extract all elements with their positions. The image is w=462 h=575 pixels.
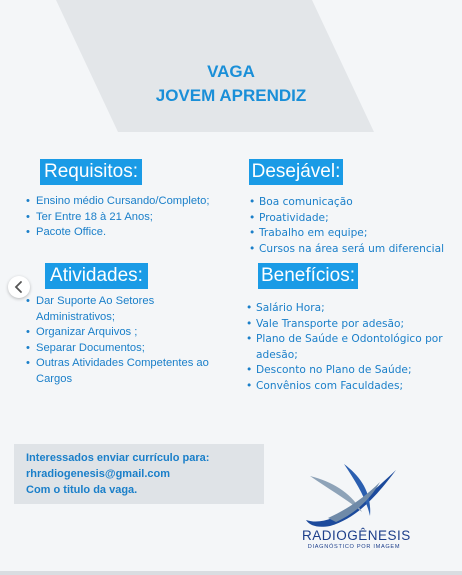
list-item: • Cursos na área será um diferencial	[259, 242, 462, 258]
contact-line-1: Interessados enviar currículo para:	[26, 452, 210, 464]
desejavel-list	[247, 195, 462, 257]
title-line-vaga: VAGA	[207, 62, 255, 81]
list-item: • Trabalho em equipe;	[259, 226, 462, 242]
requisitos-list	[24, 194, 236, 241]
list-item: • Ter Entre 18 à 21 Anos;	[36, 210, 236, 226]
list-item: • Desconto no Plano de Saúde;	[256, 363, 462, 379]
brand-name: RADIOGÊNESIS	[302, 528, 411, 543]
list-item: • Proatividade;	[259, 211, 462, 227]
requisitos-header: Requisitos:	[40, 159, 142, 185]
list-item: • Dar Suporte Ao Setores Administrativos;	[36, 294, 241, 325]
list-item: • Separar Documentos;	[36, 341, 241, 357]
contact-box	[14, 444, 264, 504]
list-item: • Pacote Office.	[36, 225, 236, 241]
beneficios-list	[244, 301, 462, 395]
list-item: • Ensino médio Cursando/Completo;	[36, 194, 236, 210]
carousel-prev-button[interactable]	[8, 276, 30, 298]
list-item: • Vale Transporte por adesão;	[256, 317, 462, 333]
beneficios-header: Benefícios:	[258, 263, 358, 289]
bottom-divider	[0, 571, 462, 575]
list-item: • Plano de Saúde e Odontológico por adesão;	[256, 332, 462, 363]
list-item: • Salário Hora;	[256, 301, 462, 317]
contact-email[interactable]: rhradiogenesis@gmail.com	[26, 468, 170, 480]
brand-tagline: DIAGNÓSTICO POR IMAGEM	[307, 544, 401, 550]
list-item: • Organizar Arquivos ;	[36, 325, 241, 341]
chevron-left-icon	[8, 276, 30, 298]
list-item: • Convênios com Faculdades;	[256, 379, 462, 395]
atividades-header: Atividades:	[45, 263, 148, 289]
page-title	[96, 60, 366, 108]
contact-line-3: Com o titulo da vaga.	[26, 484, 138, 496]
desejavel-header: Desejável:	[249, 159, 343, 185]
title-line-jovem-aprendiz: JOVEM APRENDIZ	[155, 86, 307, 105]
list-item: • Outras Atividades Competentes ao Cargos	[36, 356, 241, 387]
atividades-list	[24, 294, 241, 388]
list-item: • Boa comunicação	[259, 195, 462, 211]
